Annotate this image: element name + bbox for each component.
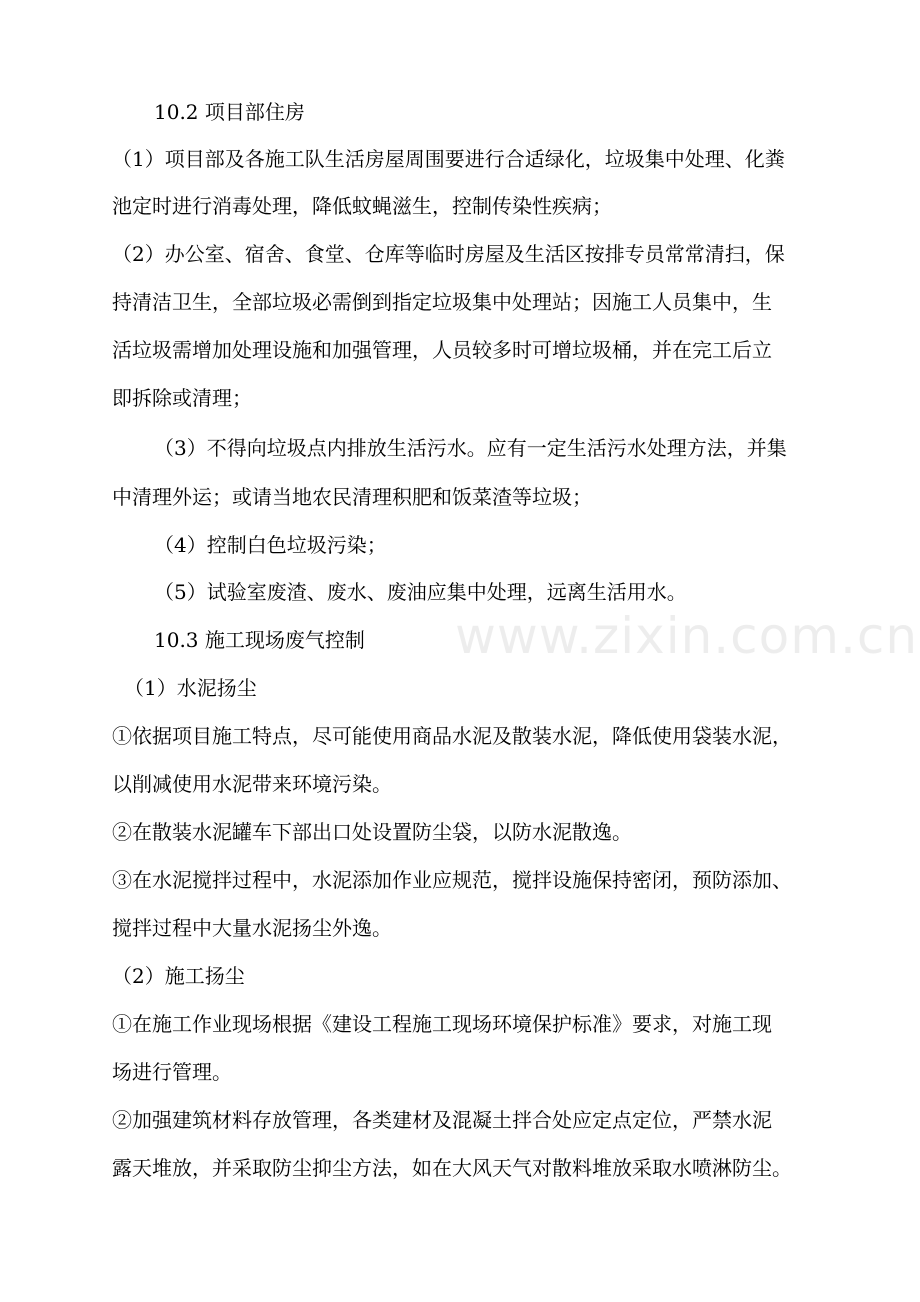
paragraph-line: ②加强建筑材料存放管理，各类建材及混凝土拌合处应定点定位，严禁水泥	[112, 1108, 772, 1132]
paragraph-line: ②在散装水泥罐车下部出口处设置防尘袋，以防水泥散逸。	[112, 820, 632, 844]
paragraph-line: 中清理外运；或请当地农民清理积肥和饭菜渣等垃圾；	[112, 485, 592, 509]
paragraph-line: （3）不得向垃圾点内排放生活污水。应有一定生活污水处理方法，并集	[154, 436, 787, 460]
paragraph-line: 活垃圾需增加处理设施和加强管理，人员较多时可增垃圾桶，并在完工后立	[112, 338, 772, 362]
paragraph-line: 持清洁卫生，全部垃圾必需倒到指定垃圾集中处理站；因施工人员集中，生	[112, 290, 772, 314]
paragraph-line: 露天堆放，并采取防尘抑尘方法，如在大风天气对散料堆放采取水喷淋防尘。	[112, 1156, 792, 1180]
watermark: www.zixin.com.cn	[455, 607, 919, 665]
paragraph-line: 搅拌过程中大量水泥扬尘外逸。	[112, 916, 392, 940]
paragraph-line: 以削减使用水泥带来环境污染。	[112, 772, 392, 796]
paragraph-line: （4）控制白色垃圾污染；	[154, 533, 387, 557]
subheading-construction-dust: （2）施工扬尘	[112, 964, 245, 988]
paragraph-line: 即拆除或清理；	[112, 386, 252, 410]
section-heading-10-3: 10.3 施工现场废气控制	[154, 628, 365, 652]
section-heading-10-2: 10.2 项目部住房	[154, 100, 305, 124]
paragraph-line: （2）办公室、宿舍、食堂、仓库等临时房屋及生活区按排专员常常清扫，保	[112, 242, 785, 266]
paragraph-line: 池定时进行消毒处理，降低蚊蝇滋生，控制传染性疾病；	[112, 194, 612, 218]
paragraph-line: 场进行管理。	[112, 1060, 232, 1084]
paragraph-line: （1）项目部及各施工队生活房屋周围要进行合适绿化，垃圾集中处理、化粪	[112, 147, 785, 171]
paragraph-line: ①在施工作业现场根据《建设工程施工现场环境保护标准》要求，对施工现	[112, 1012, 772, 1036]
paragraph-line: ③在水泥搅拌过程中，水泥添加作业应规范，搅拌设施保持密闭，预防添加、	[112, 868, 792, 892]
paragraph-line: （5）试验室废渣、废水、废油应集中处理，远离生活用水。	[154, 580, 687, 604]
subheading-cement-dust: （1）水泥扬尘	[124, 676, 257, 700]
paragraph-line: ①依据项目施工特点，尽可能使用商品水泥及散装水泥，降低使用袋装水泥，	[112, 724, 792, 748]
